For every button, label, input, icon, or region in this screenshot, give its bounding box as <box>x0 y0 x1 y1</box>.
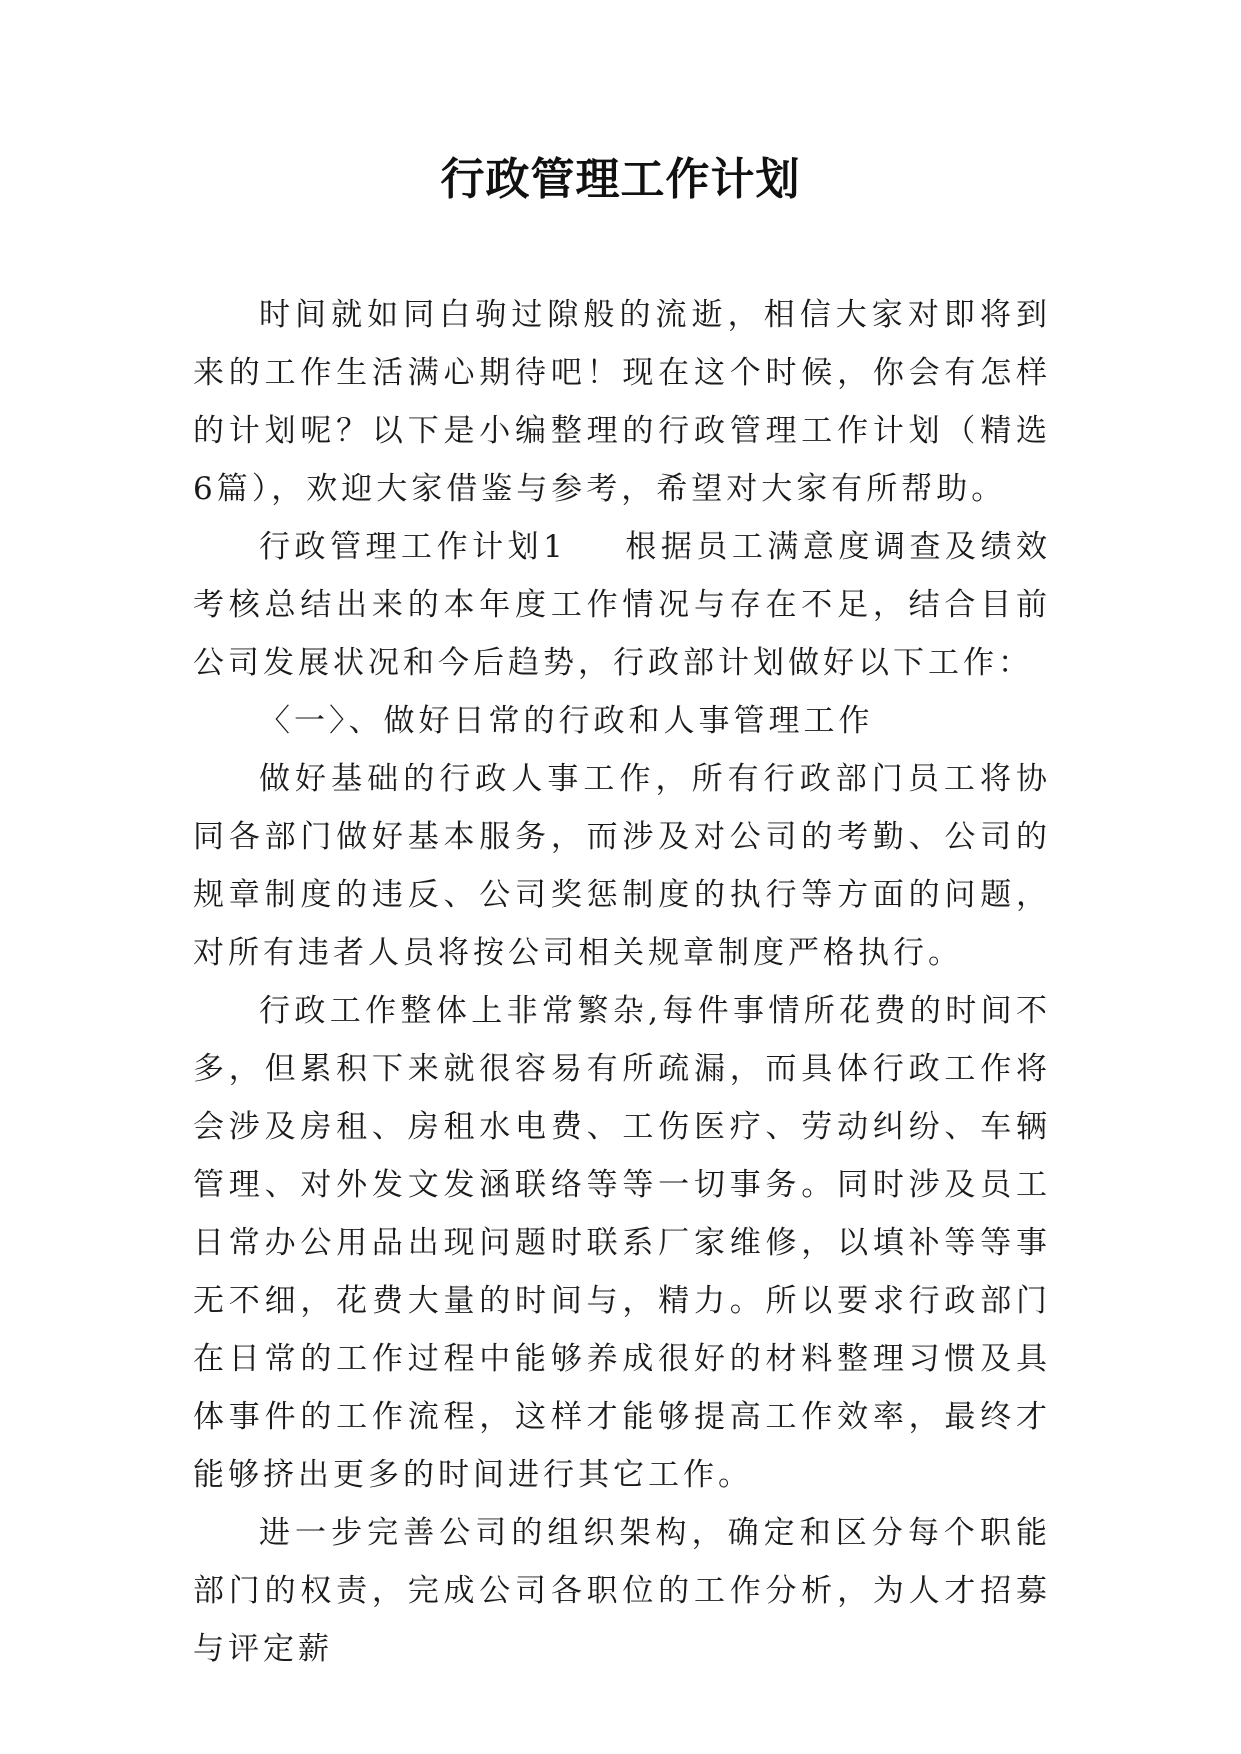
document-title: 行政管理工作计划 <box>440 154 801 205</box>
basic-work-paragraph: 做好基础的行政人事工作，所有行政部门员工将协同各部门做好基本服务，而涉及对公司的考勤、公司的规章制度的违反、公司奖惩制度的执行等方面的问题，对所有违者人员将按公司相关规章制度严格执行。 <box>193 761 1051 971</box>
plan-1-paragraph <box>193 518 1051 692</box>
plan-1-text: 根据员工满意度调查及绩效考核总结出来的本年度工作情况与存在不足，结合目前公司发展状况和今后趋势，行政部计划做好以下工作： <box>193 529 1052 681</box>
intro-paragraph: 时间就如同白驹过隙般的流逝，相信大家对即将到来的工作生活满心期待吧！现在这个时候，你会有怎样的计划呢？以下是小编整理的行政管理工作计划（精选6篇），欢迎大家借鉴与参考，希望对大家有所帮助。 <box>193 297 1051 507</box>
plan-1-heading: 行政管理工作计划1 <box>259 529 567 565</box>
document-body <box>193 286 1051 1678</box>
organization-paragraph: 进一步完善公司的组织架构，确定和区分每个职能部门的权责，完成公司各职位的工作分析，为人才招募与评定薪 <box>193 1515 1051 1667</box>
subsection-heading-1: 〈一〉、做好日常的行政和人事管理工作 <box>259 703 874 739</box>
admin-work-paragraph: 行政工作整体上非常繁杂,每件事情所花费的时间不多，但累积下来就很容易有所疏漏，而具体行政工作将会涉及房租、房租水电费、工伤医疗、劳动纠纷、车辆管理、对外发文发涵联络等等一切事务。同时涉及员工日常办公用品出现问题时联系厂家维修，以填补等等事无不细，花费大量的时间与，精力。所以要求行政部门在日常的工作过程中能够养成很好的材料整理习惯及具体事件的工作流程，这样才能够提高工作效率，最终才能够挤出更多的时间进行其它工作。 <box>193 993 1051 1493</box>
